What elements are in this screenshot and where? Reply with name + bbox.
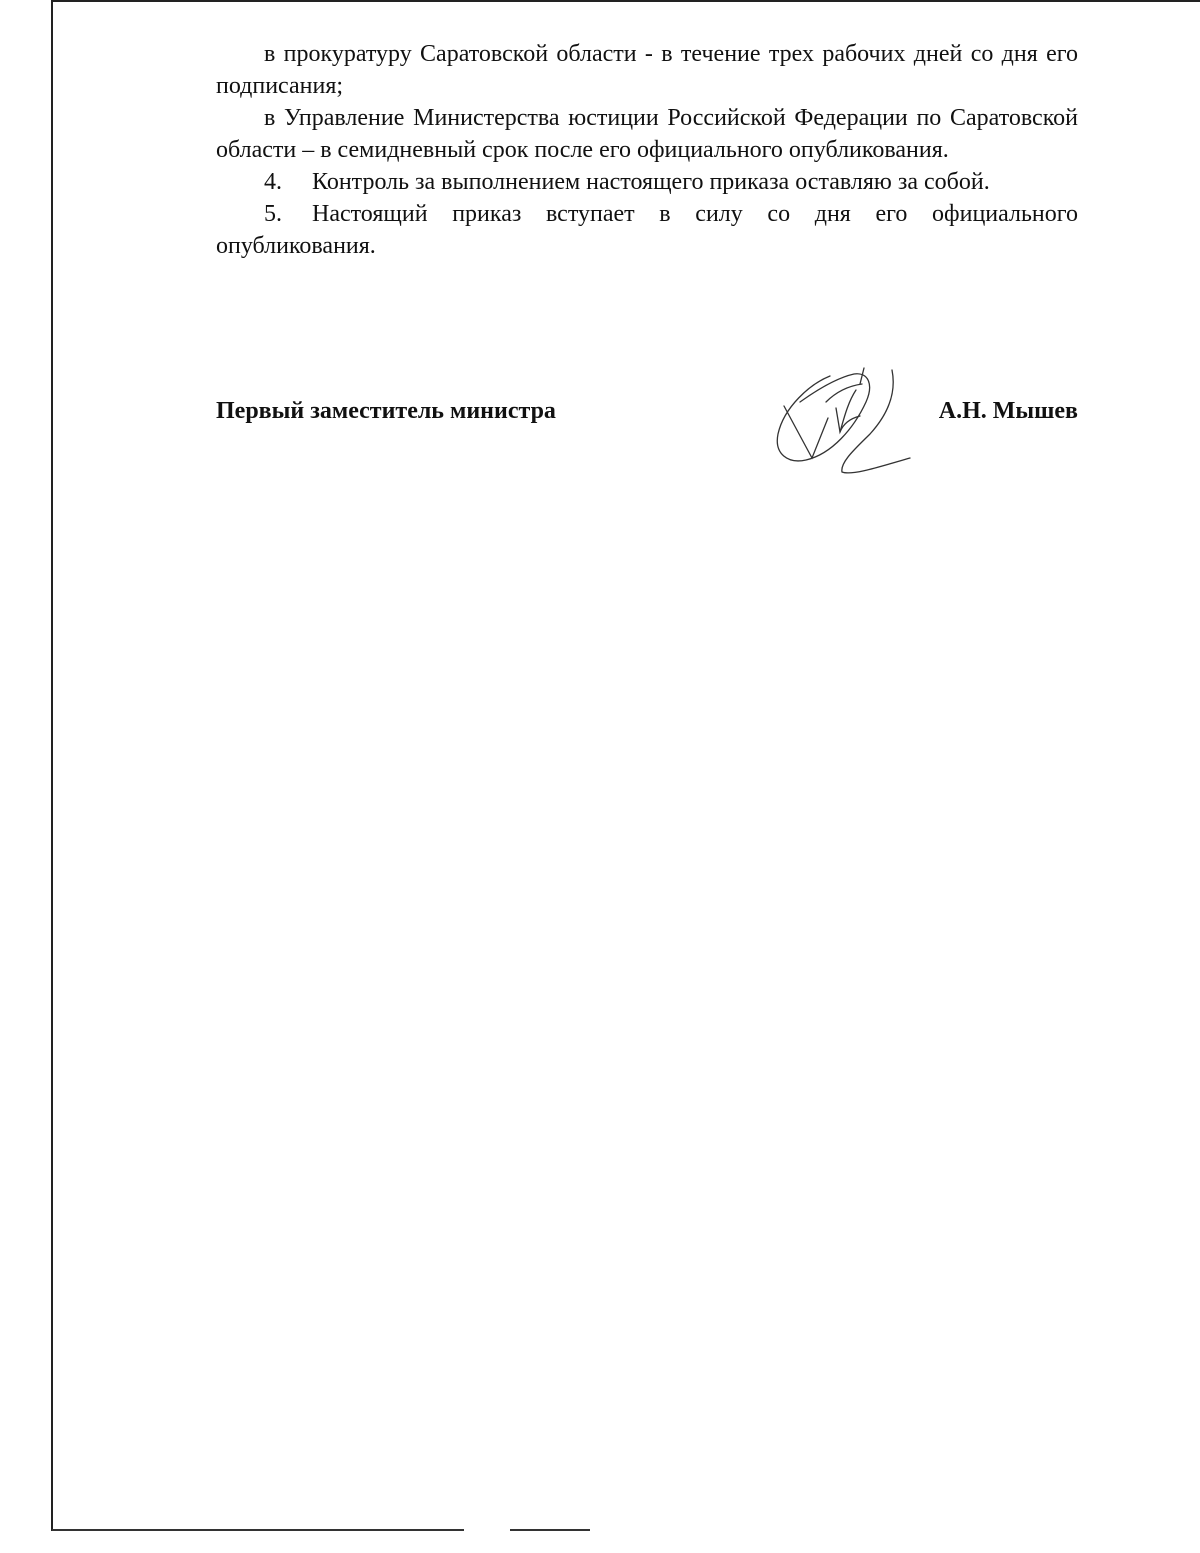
document-body — [216, 38, 1078, 262]
item-number: 5. — [264, 201, 282, 227]
page-border-bottom — [510, 1529, 590, 1531]
signatory-name: А.Н. Мышев — [938, 398, 1078, 424]
page-border-top — [52, 0, 1200, 2]
signatory-position: Первый заместитель министра — [216, 398, 556, 424]
signature-block — [216, 398, 1078, 432]
paragraph-prosecutor: в прокуратуру Саратовской области - в течение трех рабочих дней со дня его подписания; — [216, 41, 1078, 99]
item-text: Контроль за выполнением настоящего приказа оставляю за собой. — [312, 169, 990, 195]
paragraph-justice-ministry: в Управление Министерства юстиции Российской Федерации по Саратовской области – в семидневный срок после его официального опубликования. — [216, 105, 1078, 163]
list-item — [216, 198, 1078, 262]
page-border-left — [51, 0, 53, 1531]
handwritten-signature — [770, 362, 915, 482]
list-item — [216, 166, 1078, 198]
page-border-bottom — [52, 1529, 464, 1531]
item-text: Настоящий приказ вступает в силу со дня его официального опубликования. — [216, 201, 1078, 259]
item-number: 4. — [264, 169, 282, 195]
